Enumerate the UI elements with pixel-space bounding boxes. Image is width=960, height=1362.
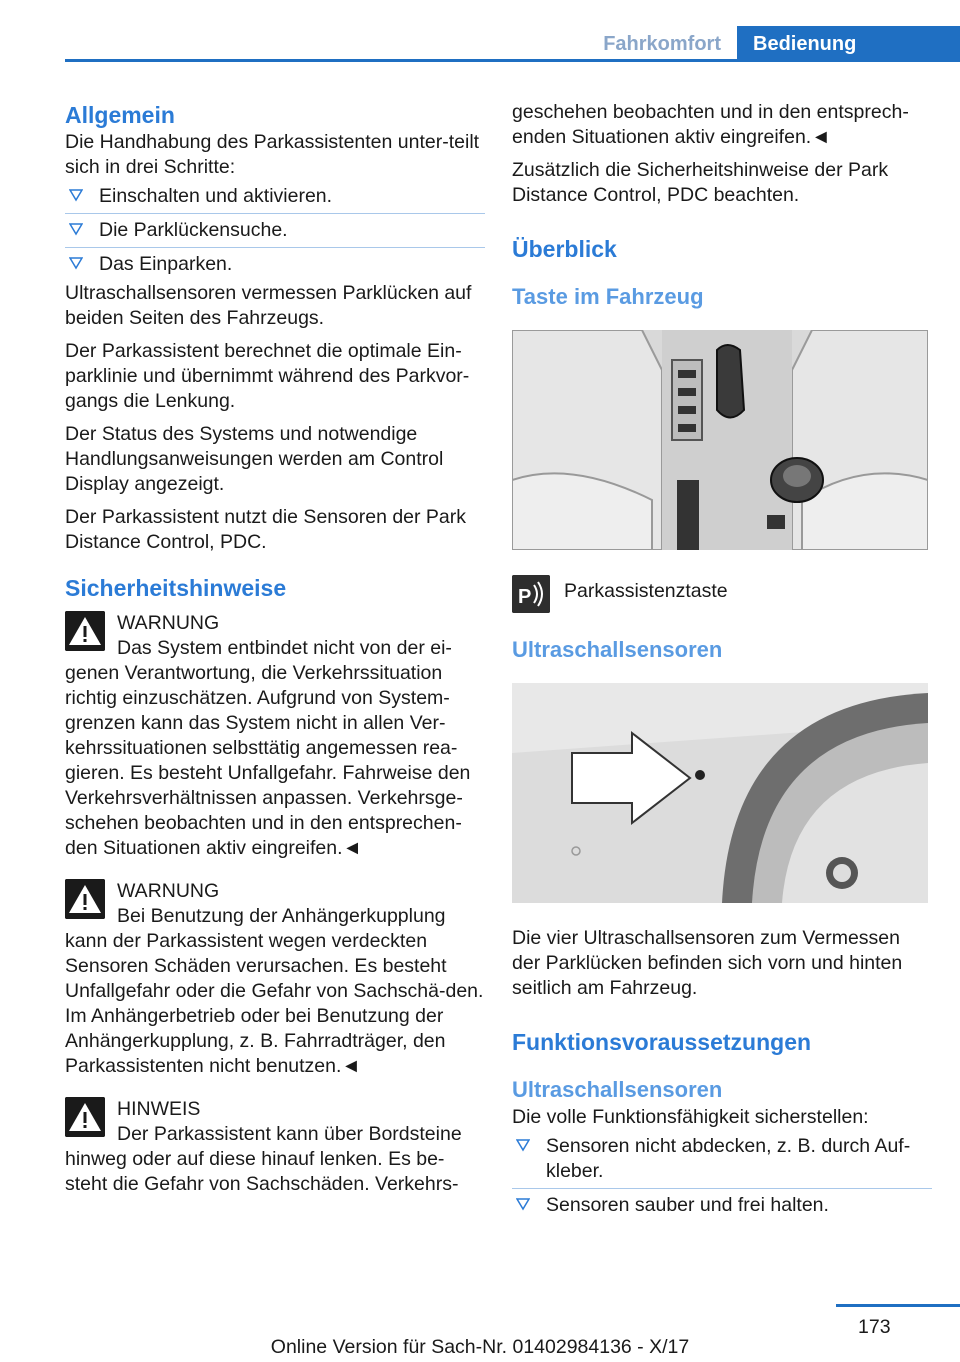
- note-title: HINWEIS: [117, 1098, 201, 1120]
- warning-text: kann der Parkassistent wegen verdeckten Sensoren Schäden verursachen. Es besteht Unfallgefahr oder die Gefahr von Sachschä-den. Im Anhängerbetrieb oder bei Benutzung der Anhängerkupplung, z. B. Fahrradträger, den Parkassistenten nicht benutzen.◄: [65, 930, 484, 1077]
- paragraph-continuation: geschehen beobachten und in den entsprech-enden Situationen aktiv eingreifen.◄: [512, 101, 909, 148]
- svg-text:P: P: [518, 586, 532, 608]
- tab-bedienung[interactable]: Bedienung: [737, 26, 960, 62]
- paragraph-sensors: Ultraschallsensoren vermessen Parklücken auf beiden Seiten des Fahrzeugs.: [65, 282, 472, 329]
- heading-allgemein: Allgemein: [65, 102, 175, 128]
- heading-sicherheitshinweise: Sicherheitshinweise: [65, 575, 287, 601]
- left-column: [65, 100, 485, 1197]
- park-assist-button-icon: [512, 575, 550, 613]
- paragraph-pdc-note: Zusätzlich die Sicherheitshinweise der Park Distance Control, PDC beachten.: [512, 159, 889, 206]
- warning-icon: [65, 879, 105, 919]
- warning-icon: [65, 611, 105, 651]
- heading-ueberblick: Überblick: [512, 236, 617, 262]
- tab-fahrkomfort[interactable]: Fahrkomfort: [580, 26, 735, 62]
- list-item: Sensoren nicht abdecken, z. B. durch Auf-kleber.: [512, 1130, 932, 1189]
- list-item: Einschalten und aktivieren.: [65, 180, 485, 214]
- warning-text-first: Das System entbindet nicht von der ei-: [117, 637, 452, 659]
- warning-block-2: [65, 879, 485, 1079]
- park-assist-button-row: [512, 573, 932, 617]
- allgemein-intro: Die Handhabung des Parkassistenten unter-teilt sich in drei Schritte:: [65, 131, 480, 178]
- heading-funktionsvoraussetzungen: Funktionsvoraussetzungen: [512, 1029, 812, 1055]
- triangle-bullet-icon: [516, 1138, 530, 1152]
- triangle-bullet-icon: [69, 188, 83, 202]
- func-intro: Die volle Funktionsfähigkeit sicherstellen:: [512, 1106, 869, 1128]
- warning-text-first: Bei Benutzung der Anhängerkupplung: [117, 905, 446, 927]
- warning-icon: [65, 1097, 105, 1137]
- heading-ultraschallsensoren-2: Ultraschallsensoren: [512, 1077, 723, 1102]
- paragraph-sensor-location: Die vier Ultraschallsensoren zum Vermessen der Parklücken befinden sich vorn und hinten seitlich am Fahrzeug.: [512, 927, 903, 999]
- warning-title: WARNUNG: [117, 880, 220, 902]
- warning-title: WARNUNG: [117, 612, 220, 634]
- triangle-bullet-icon: [69, 222, 83, 236]
- paragraph-status: Der Status des Systems und notwendige Handlungsanweisungen werden am Control Display angezeigt.: [65, 423, 444, 495]
- paragraph-pdc: Der Parkassistent nutzt die Sensoren der Park Distance Control, PDC.: [65, 506, 467, 553]
- list-item: Das Einparken.: [65, 248, 485, 281]
- heading-taste-im-fahrzeug: Taste im Fahrzeug: [512, 284, 704, 309]
- heading-ultraschallsensoren: Ultraschallsensoren: [512, 637, 723, 662]
- func-list: [512, 1130, 932, 1222]
- right-column: [512, 100, 932, 1222]
- steps-list: [65, 180, 485, 281]
- warning-text: genen Verantwortung, die Verkehrssituation richtig einzuschätzen. Aufgrund von System-grenzen kann das System nicht in allen Ver-kehrssituationen selbsttätig angemessen rea-gieren. Es besteht Unfallgefahr. Fahrweise den Verkehrsverhältnissen anpassen. Verkehrsge-schehen beobachten und in den entsprechen-den Situationen aktiv eingreifen.◄: [65, 662, 471, 859]
- footer-text: Online Version für Sach-Nr. 01402984136 - X/17: [270, 1336, 690, 1358]
- console-photo: [512, 330, 928, 550]
- warning-block-1: [65, 611, 485, 861]
- triangle-bullet-icon: [516, 1197, 530, 1211]
- list-item: Die Parklückensuche.: [65, 214, 485, 248]
- header-rule: [65, 59, 960, 62]
- triangle-bullet-icon: [69, 256, 83, 270]
- paragraph-calc: Der Parkassistent berechnet die optimale Ein-parklinie und übernimmt während des Parkvor-gangs die Lenkung.: [65, 340, 470, 412]
- page-number-rule: [836, 1304, 960, 1307]
- page-number: 173: [858, 1316, 891, 1338]
- list-item: Sensoren sauber und frei halten.: [512, 1189, 932, 1222]
- note-text-first: Der Parkassistent kann über Bordsteine: [117, 1123, 462, 1145]
- park-assist-button-label: Parkassistenztaste: [564, 580, 728, 602]
- note-text: hinweg oder auf diese hinauf lenken. Es be-steht die Gefahr von Sachschäden. Verkehrs-: [65, 1148, 459, 1195]
- note-block: [65, 1097, 485, 1197]
- sensor-photo: [512, 683, 928, 903]
